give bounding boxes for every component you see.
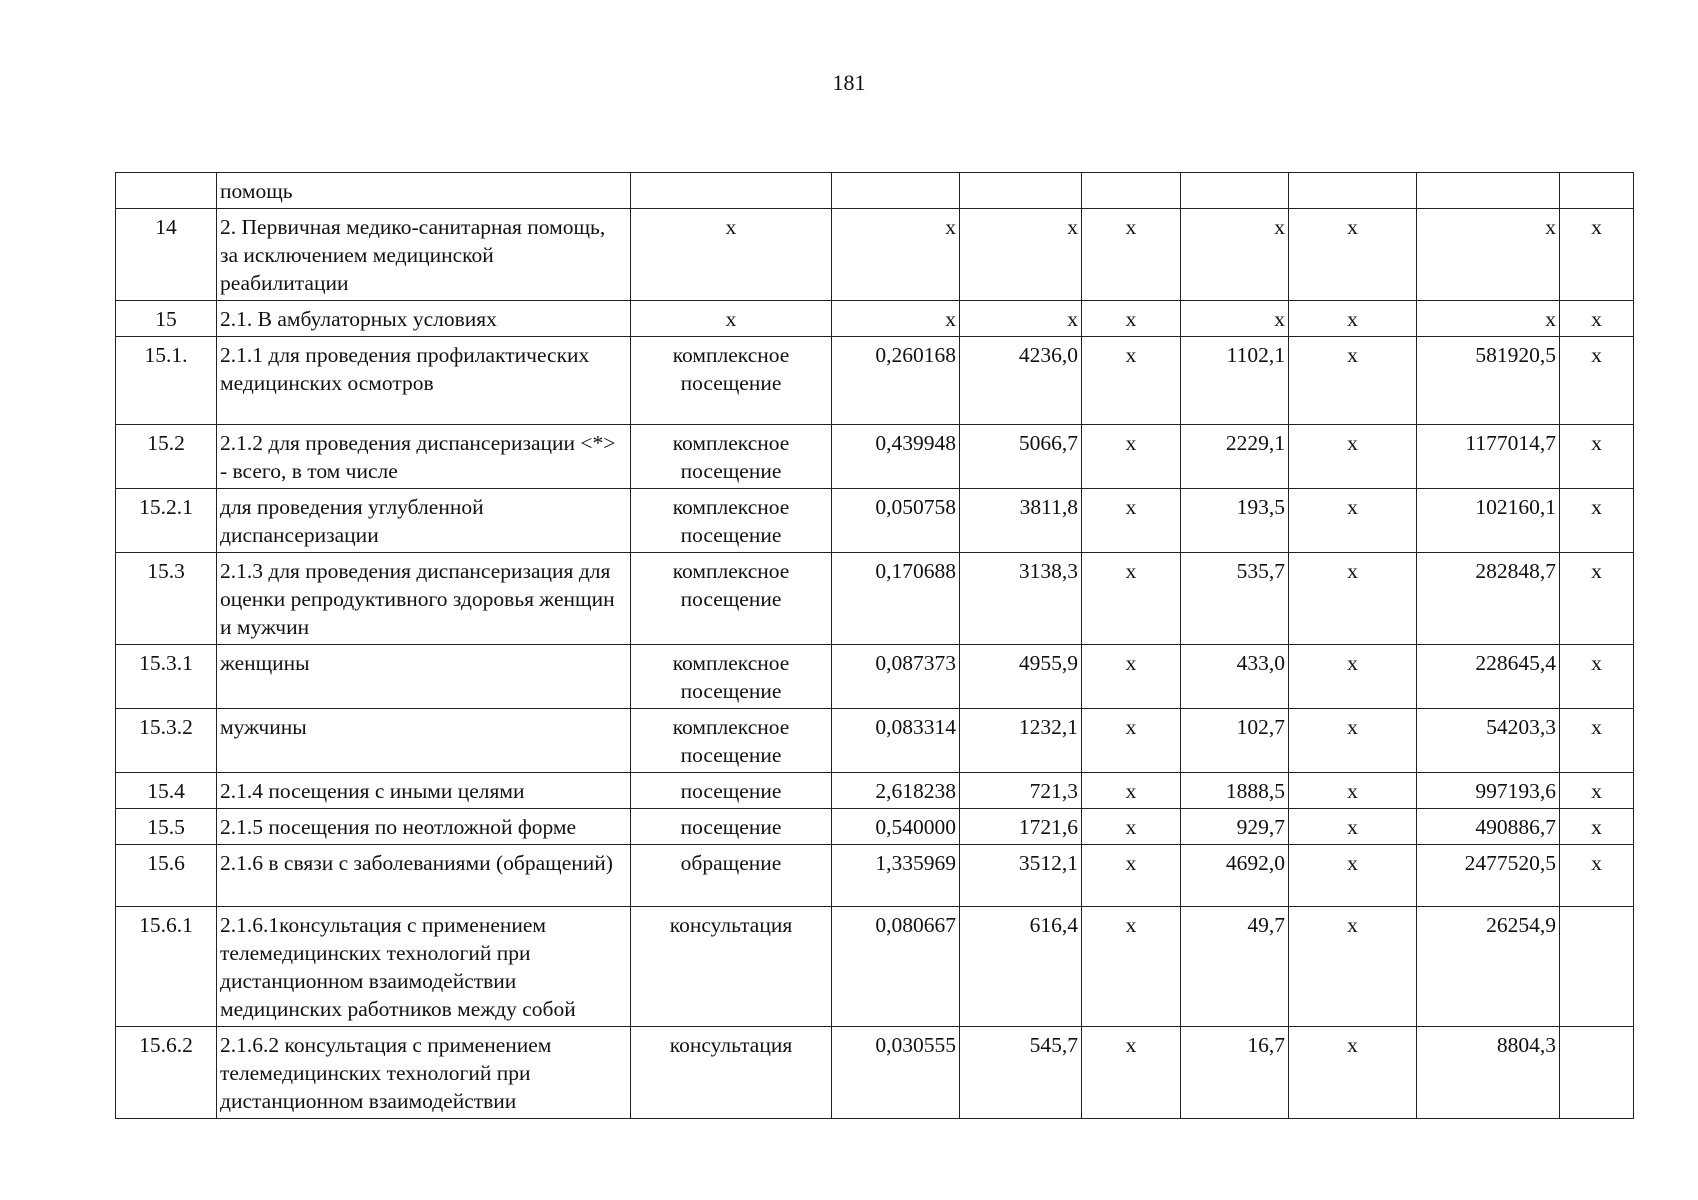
volume-norm-cell: 0,080667: [832, 907, 960, 1027]
value-cell-3: х: [1082, 553, 1181, 645]
volume-norm-cell: 0,170688: [832, 553, 960, 645]
total-cost-cell: 54203,3: [1417, 709, 1560, 773]
value-cell-7: [1560, 1027, 1634, 1119]
row-number-cell: 15: [116, 301, 217, 337]
unit-cell: комплексное посещение: [631, 553, 832, 645]
cost-norm-cell: 616,4: [960, 907, 1082, 1027]
per-capita-cell: 2229,1: [1181, 425, 1289, 489]
row-number-cell: 15.6: [116, 845, 217, 907]
value-cell-5: х: [1289, 301, 1417, 337]
value-cell-3: х: [1082, 337, 1181, 425]
value-cell-7: х: [1560, 845, 1634, 907]
table-row: [116, 773, 1634, 809]
cost-norm-cell: 1721,6: [960, 809, 1082, 845]
value-cell-7: х: [1560, 773, 1634, 809]
value-cell-3: [1082, 173, 1181, 209]
per-capita-cell: х: [1181, 209, 1289, 301]
unit-cell: комплексное посещение: [631, 645, 832, 709]
unit-cell: консультация: [631, 907, 832, 1027]
row-number-cell: 15.1.: [116, 337, 217, 425]
row-number-cell: [116, 173, 217, 209]
row-name-cell: для проведения углубленной диспансеризации: [217, 489, 631, 553]
volume-norm-cell: 0,050758: [832, 489, 960, 553]
cost-norm-cell: 1232,1: [960, 709, 1082, 773]
value-cell-3: х: [1082, 301, 1181, 337]
cost-norm-cell: 721,3: [960, 773, 1082, 809]
table-row: [116, 1027, 1634, 1119]
row-number-cell: 15.2: [116, 425, 217, 489]
value-cell-7: х: [1560, 489, 1634, 553]
cost-norm-cell: 3512,1: [960, 845, 1082, 907]
row-name-cell: 2.1.3 для проведения диспансеризация для оценки репродуктивного здоровья женщин и мужчин: [217, 553, 631, 645]
cost-norm-cell: х: [960, 301, 1082, 337]
row-number-cell: 14: [116, 209, 217, 301]
per-capita-cell: [1181, 173, 1289, 209]
value-cell-3: х: [1082, 907, 1181, 1027]
volume-norm-cell: 0,540000: [832, 809, 960, 845]
volume-norm-cell: [832, 173, 960, 209]
table-row: [116, 425, 1634, 489]
cost-norm-cell: 5066,7: [960, 425, 1082, 489]
row-number-cell: 15.2.1: [116, 489, 217, 553]
row-name-cell: мужчины: [217, 709, 631, 773]
value-cell-5: х: [1289, 645, 1417, 709]
table-row: [116, 907, 1634, 1027]
value-cell-7: х: [1560, 553, 1634, 645]
value-cell-3: х: [1082, 425, 1181, 489]
page-number: 181: [832, 70, 866, 95]
table-row: [116, 845, 1634, 907]
volume-norm-cell: 1,335969: [832, 845, 960, 907]
total-cost-cell: 2477520,5: [1417, 845, 1560, 907]
unit-cell: х: [631, 301, 832, 337]
row-number-cell: 15.6.2: [116, 1027, 217, 1119]
value-cell-5: х: [1289, 907, 1417, 1027]
unit-cell: комплексное посещение: [631, 425, 832, 489]
row-name-cell: помощь: [217, 173, 631, 209]
value-cell-5: х: [1289, 1027, 1417, 1119]
data-table: [115, 172, 1634, 1119]
total-cost-cell: 102160,1: [1417, 489, 1560, 553]
total-cost-cell: [1417, 173, 1560, 209]
row-number-cell: 15.3.1: [116, 645, 217, 709]
unit-cell: комплексное посещение: [631, 489, 832, 553]
row-name-cell: 2.1.5 посещения по неотложной форме: [217, 809, 631, 845]
total-cost-cell: 228645,4: [1417, 645, 1560, 709]
unit-cell: обращение: [631, 845, 832, 907]
value-cell-5: х: [1289, 773, 1417, 809]
volume-norm-cell: х: [832, 209, 960, 301]
value-cell-5: х: [1289, 337, 1417, 425]
volume-norm-cell: 0,260168: [832, 337, 960, 425]
row-number-cell: 15.6.1: [116, 907, 217, 1027]
value-cell-5: х: [1289, 709, 1417, 773]
cost-norm-cell: 4955,9: [960, 645, 1082, 709]
unit-cell: комплексное посещение: [631, 709, 832, 773]
table-body: [116, 173, 1634, 1119]
value-cell-3: х: [1082, 773, 1181, 809]
value-cell-7: х: [1560, 709, 1634, 773]
value-cell-7: х: [1560, 209, 1634, 301]
cost-norm-cell: 3811,8: [960, 489, 1082, 553]
total-cost-cell: 581920,5: [1417, 337, 1560, 425]
cost-norm-cell: 545,7: [960, 1027, 1082, 1119]
per-capita-cell: 49,7: [1181, 907, 1289, 1027]
value-cell-5: х: [1289, 425, 1417, 489]
volume-norm-cell: 0,083314: [832, 709, 960, 773]
cost-norm-cell: х: [960, 209, 1082, 301]
row-name-cell: 2.1.2 для проведения диспансеризации <*> - всего, в том числе: [217, 425, 631, 489]
row-name-cell: 2.1. В амбулаторных условиях: [217, 301, 631, 337]
volume-norm-cell: 0,439948: [832, 425, 960, 489]
row-name-cell: 2. Первичная медико-санитарная помощь, за исключением медицинской реабилитации: [217, 209, 631, 301]
row-name-cell: женщины: [217, 645, 631, 709]
table-row: [116, 489, 1634, 553]
value-cell-7: х: [1560, 809, 1634, 845]
table-row: [116, 209, 1634, 301]
row-number-cell: 15.5: [116, 809, 217, 845]
value-cell-7: х: [1560, 301, 1634, 337]
table-row: [116, 553, 1634, 645]
value-cell-3: х: [1082, 489, 1181, 553]
per-capita-cell: 535,7: [1181, 553, 1289, 645]
value-cell-3: х: [1082, 1027, 1181, 1119]
volume-norm-cell: х: [832, 301, 960, 337]
unit-cell: консультация: [631, 1027, 832, 1119]
table-row: [116, 301, 1634, 337]
value-cell-5: х: [1289, 489, 1417, 553]
total-cost-cell: 490886,7: [1417, 809, 1560, 845]
value-cell-5: х: [1289, 809, 1417, 845]
row-name-cell: 2.1.4 посещения с иными целями: [217, 773, 631, 809]
cost-norm-cell: 3138,3: [960, 553, 1082, 645]
volume-norm-cell: 0,030555: [832, 1027, 960, 1119]
value-cell-7: [1560, 173, 1634, 209]
table-row: [116, 645, 1634, 709]
value-cell-5: х: [1289, 209, 1417, 301]
row-name-cell: 2.1.1 для проведения профилактических медицинских осмотров: [217, 337, 631, 425]
per-capita-cell: 16,7: [1181, 1027, 1289, 1119]
total-cost-cell: х: [1417, 301, 1560, 337]
value-cell-7: х: [1560, 425, 1634, 489]
table-row: [116, 809, 1634, 845]
total-cost-cell: х: [1417, 209, 1560, 301]
cost-norm-cell: [960, 173, 1082, 209]
total-cost-cell: 997193,6: [1417, 773, 1560, 809]
total-cost-cell: 8804,3: [1417, 1027, 1560, 1119]
per-capita-cell: 1102,1: [1181, 337, 1289, 425]
total-cost-cell: 26254,9: [1417, 907, 1560, 1027]
volume-norm-cell: 2,618238: [832, 773, 960, 809]
cost-norm-cell: 4236,0: [960, 337, 1082, 425]
per-capita-cell: 102,7: [1181, 709, 1289, 773]
unit-cell: х: [631, 209, 832, 301]
row-name-cell: 2.1.6.1консультация с применением телемедицинских технологий при дистанционном взаимодействии медицинских работников между собой: [217, 907, 631, 1027]
per-capita-cell: 193,5: [1181, 489, 1289, 553]
row-number-cell: 15.4: [116, 773, 217, 809]
row-name-cell: 2.1.6 в связи с заболеваниями (обращений): [217, 845, 631, 907]
total-cost-cell: 282848,7: [1417, 553, 1560, 645]
value-cell-7: х: [1560, 337, 1634, 425]
value-cell-3: х: [1082, 645, 1181, 709]
value-cell-5: х: [1289, 845, 1417, 907]
value-cell-3: х: [1082, 709, 1181, 773]
volume-norm-cell: 0,087373: [832, 645, 960, 709]
value-cell-3: х: [1082, 809, 1181, 845]
per-capita-cell: 433,0: [1181, 645, 1289, 709]
row-name-cell: 2.1.6.2 консультация с применением телемедицинских технологий при дистанционном взаимодействии: [217, 1027, 631, 1119]
table-row: [116, 709, 1634, 773]
row-number-cell: 15.3.2: [116, 709, 217, 773]
unit-cell: посещение: [631, 773, 832, 809]
unit-cell: посещение: [631, 809, 832, 845]
value-cell-5: х: [1289, 553, 1417, 645]
table-row: [116, 337, 1634, 425]
value-cell-5: [1289, 173, 1417, 209]
unit-cell: [631, 173, 832, 209]
value-cell-7: х: [1560, 645, 1634, 709]
value-cell-3: х: [1082, 845, 1181, 907]
per-capita-cell: 1888,5: [1181, 773, 1289, 809]
per-capita-cell: х: [1181, 301, 1289, 337]
value-cell-3: х: [1082, 209, 1181, 301]
total-cost-cell: 1177014,7: [1417, 425, 1560, 489]
row-number-cell: 15.3: [116, 553, 217, 645]
value-cell-7: [1560, 907, 1634, 1027]
table-row: [116, 173, 1634, 209]
per-capita-cell: 929,7: [1181, 809, 1289, 845]
per-capita-cell: 4692,0: [1181, 845, 1289, 907]
unit-cell: комплексное посещение: [631, 337, 832, 425]
